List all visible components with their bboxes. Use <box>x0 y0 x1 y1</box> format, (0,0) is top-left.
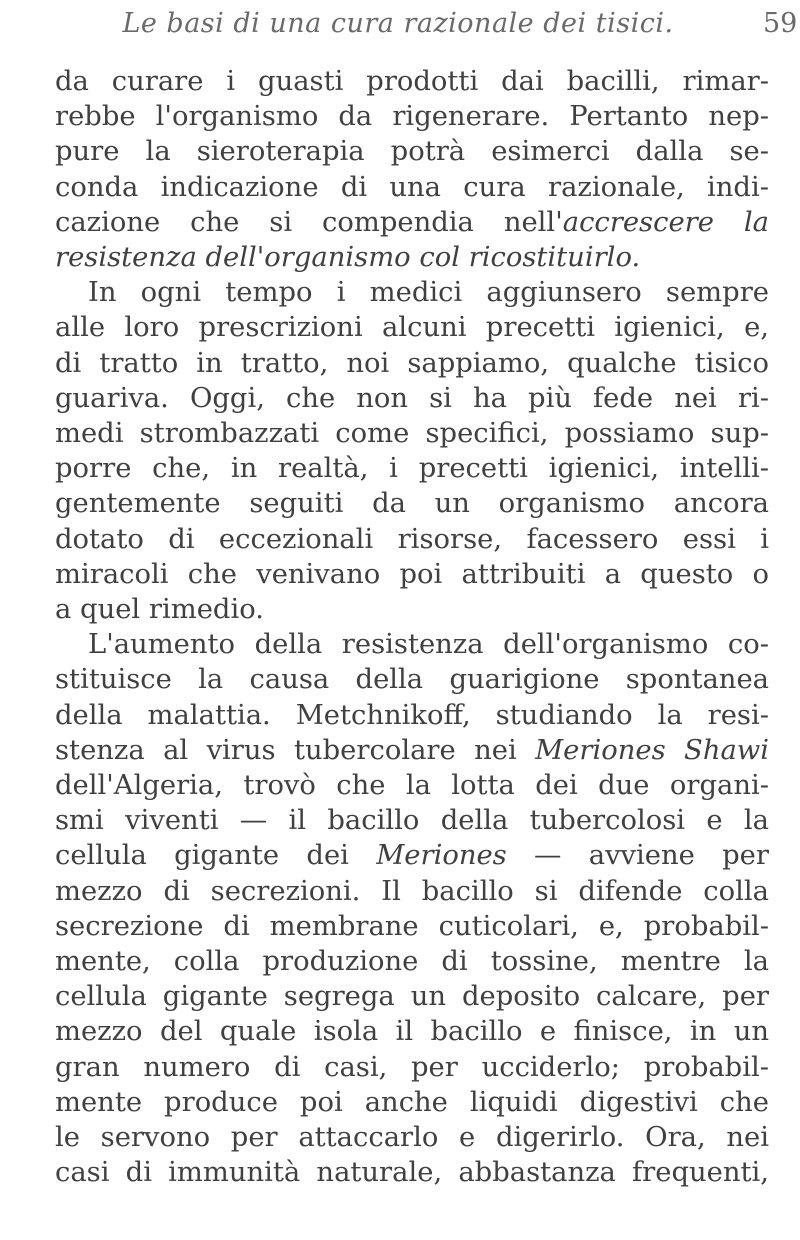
text-line: porre che, in realtà, i precetti igienici, intelli- <box>55 453 769 485</box>
text-line: della malattia. Metchnikoff, studiando la resi- <box>55 699 769 731</box>
text-line: casi di immunità naturale, abbastanza frequenti, <box>55 1157 769 1189</box>
text-line: miracoli che venivano poi attribuiti a questo o <box>55 558 769 590</box>
text-line: mente produce poi anche liquidi digestivi che <box>55 1086 769 1118</box>
text-line: medi strombazzati come specifici, possiamo sup- <box>55 418 769 450</box>
body-text <box>55 64 769 1191</box>
text-line: pure la sieroterapia potrà esimerci dalla se- <box>55 136 769 168</box>
text-line: dotato di eccezionali risorse, facessero essi i <box>55 523 769 555</box>
text-line: cazione che si compendia nell'accrescere la <box>55 206 769 238</box>
text-line: stituisce la causa della guarigione spontanea <box>55 664 769 696</box>
italic-phrase: resistenza dell'organismo col ricostituirlo. <box>55 242 641 274</box>
text-line: L'aumento della resistenza dell'organismo co- <box>88 629 769 661</box>
text-line: da curare i guasti prodotti dai bacilli, rimar- <box>55 66 769 97</box>
text-line: cellula gigante segrega un deposito calcare, per <box>55 981 769 1013</box>
text-line: dell'Algeria, trovò che la lotta dei due organi- <box>55 770 769 802</box>
text-line: gran numero di casi, per ucciderlo; probabil- <box>55 1051 769 1083</box>
paragraph-3 <box>55 627 769 1190</box>
text-line: alle loro prescrizioni alcuni precetti igienici, e, <box>55 312 769 344</box>
text-line: di tratto in tratto, noi sappiamo, qualche tisico <box>55 347 769 379</box>
text-line: In ogni tempo i medici aggiunsero sempre <box>88 277 769 309</box>
italic-phrase: Meriones <box>376 840 507 872</box>
text-line: secrezione di membrane cuticolari, e, probabil- <box>55 910 769 942</box>
italic-phrase: Meriones Shawi <box>535 734 769 766</box>
text-line: stenza al virus tubercolare nei Meriones Shawi <box>55 734 769 766</box>
paragraph-1 <box>55 64 769 275</box>
running-title: Le basi di una cura razionale dei tisici. <box>122 8 674 39</box>
text-line: mente, colla produzione di tossine, mentre la <box>55 946 769 978</box>
text-line: mezzo del quale isola il bacillo e finisce, in un <box>55 1016 769 1048</box>
text-line: le servono per attaccarlo e digerirlo. Ora, nei <box>55 1122 769 1154</box>
text-line: mezzo di secrezioni. Il bacillo si difende colla <box>55 875 769 907</box>
text-line: a quel rimedio. <box>55 594 264 626</box>
text-line <box>55 240 769 275</box>
text-line: gentemente seguiti da un organismo ancora <box>55 488 769 520</box>
text-line: conda indicazione di una cura razionale, indi- <box>55 171 769 203</box>
text-line: guariva. Oggi, che non si ha più fede nei ri- <box>55 382 769 414</box>
page-number: 59 <box>763 8 798 39</box>
paragraph-2 <box>55 275 769 627</box>
text-line: smi viventi — il bacillo della tubercolosi e la <box>55 805 769 837</box>
text-line: rebbe l'organismo da rigenerare. Pertanto nep- <box>55 101 769 133</box>
text-line: cellula gigante dei Meriones — avviene per <box>55 840 769 872</box>
italic-phrase: accrescere la <box>562 206 769 238</box>
